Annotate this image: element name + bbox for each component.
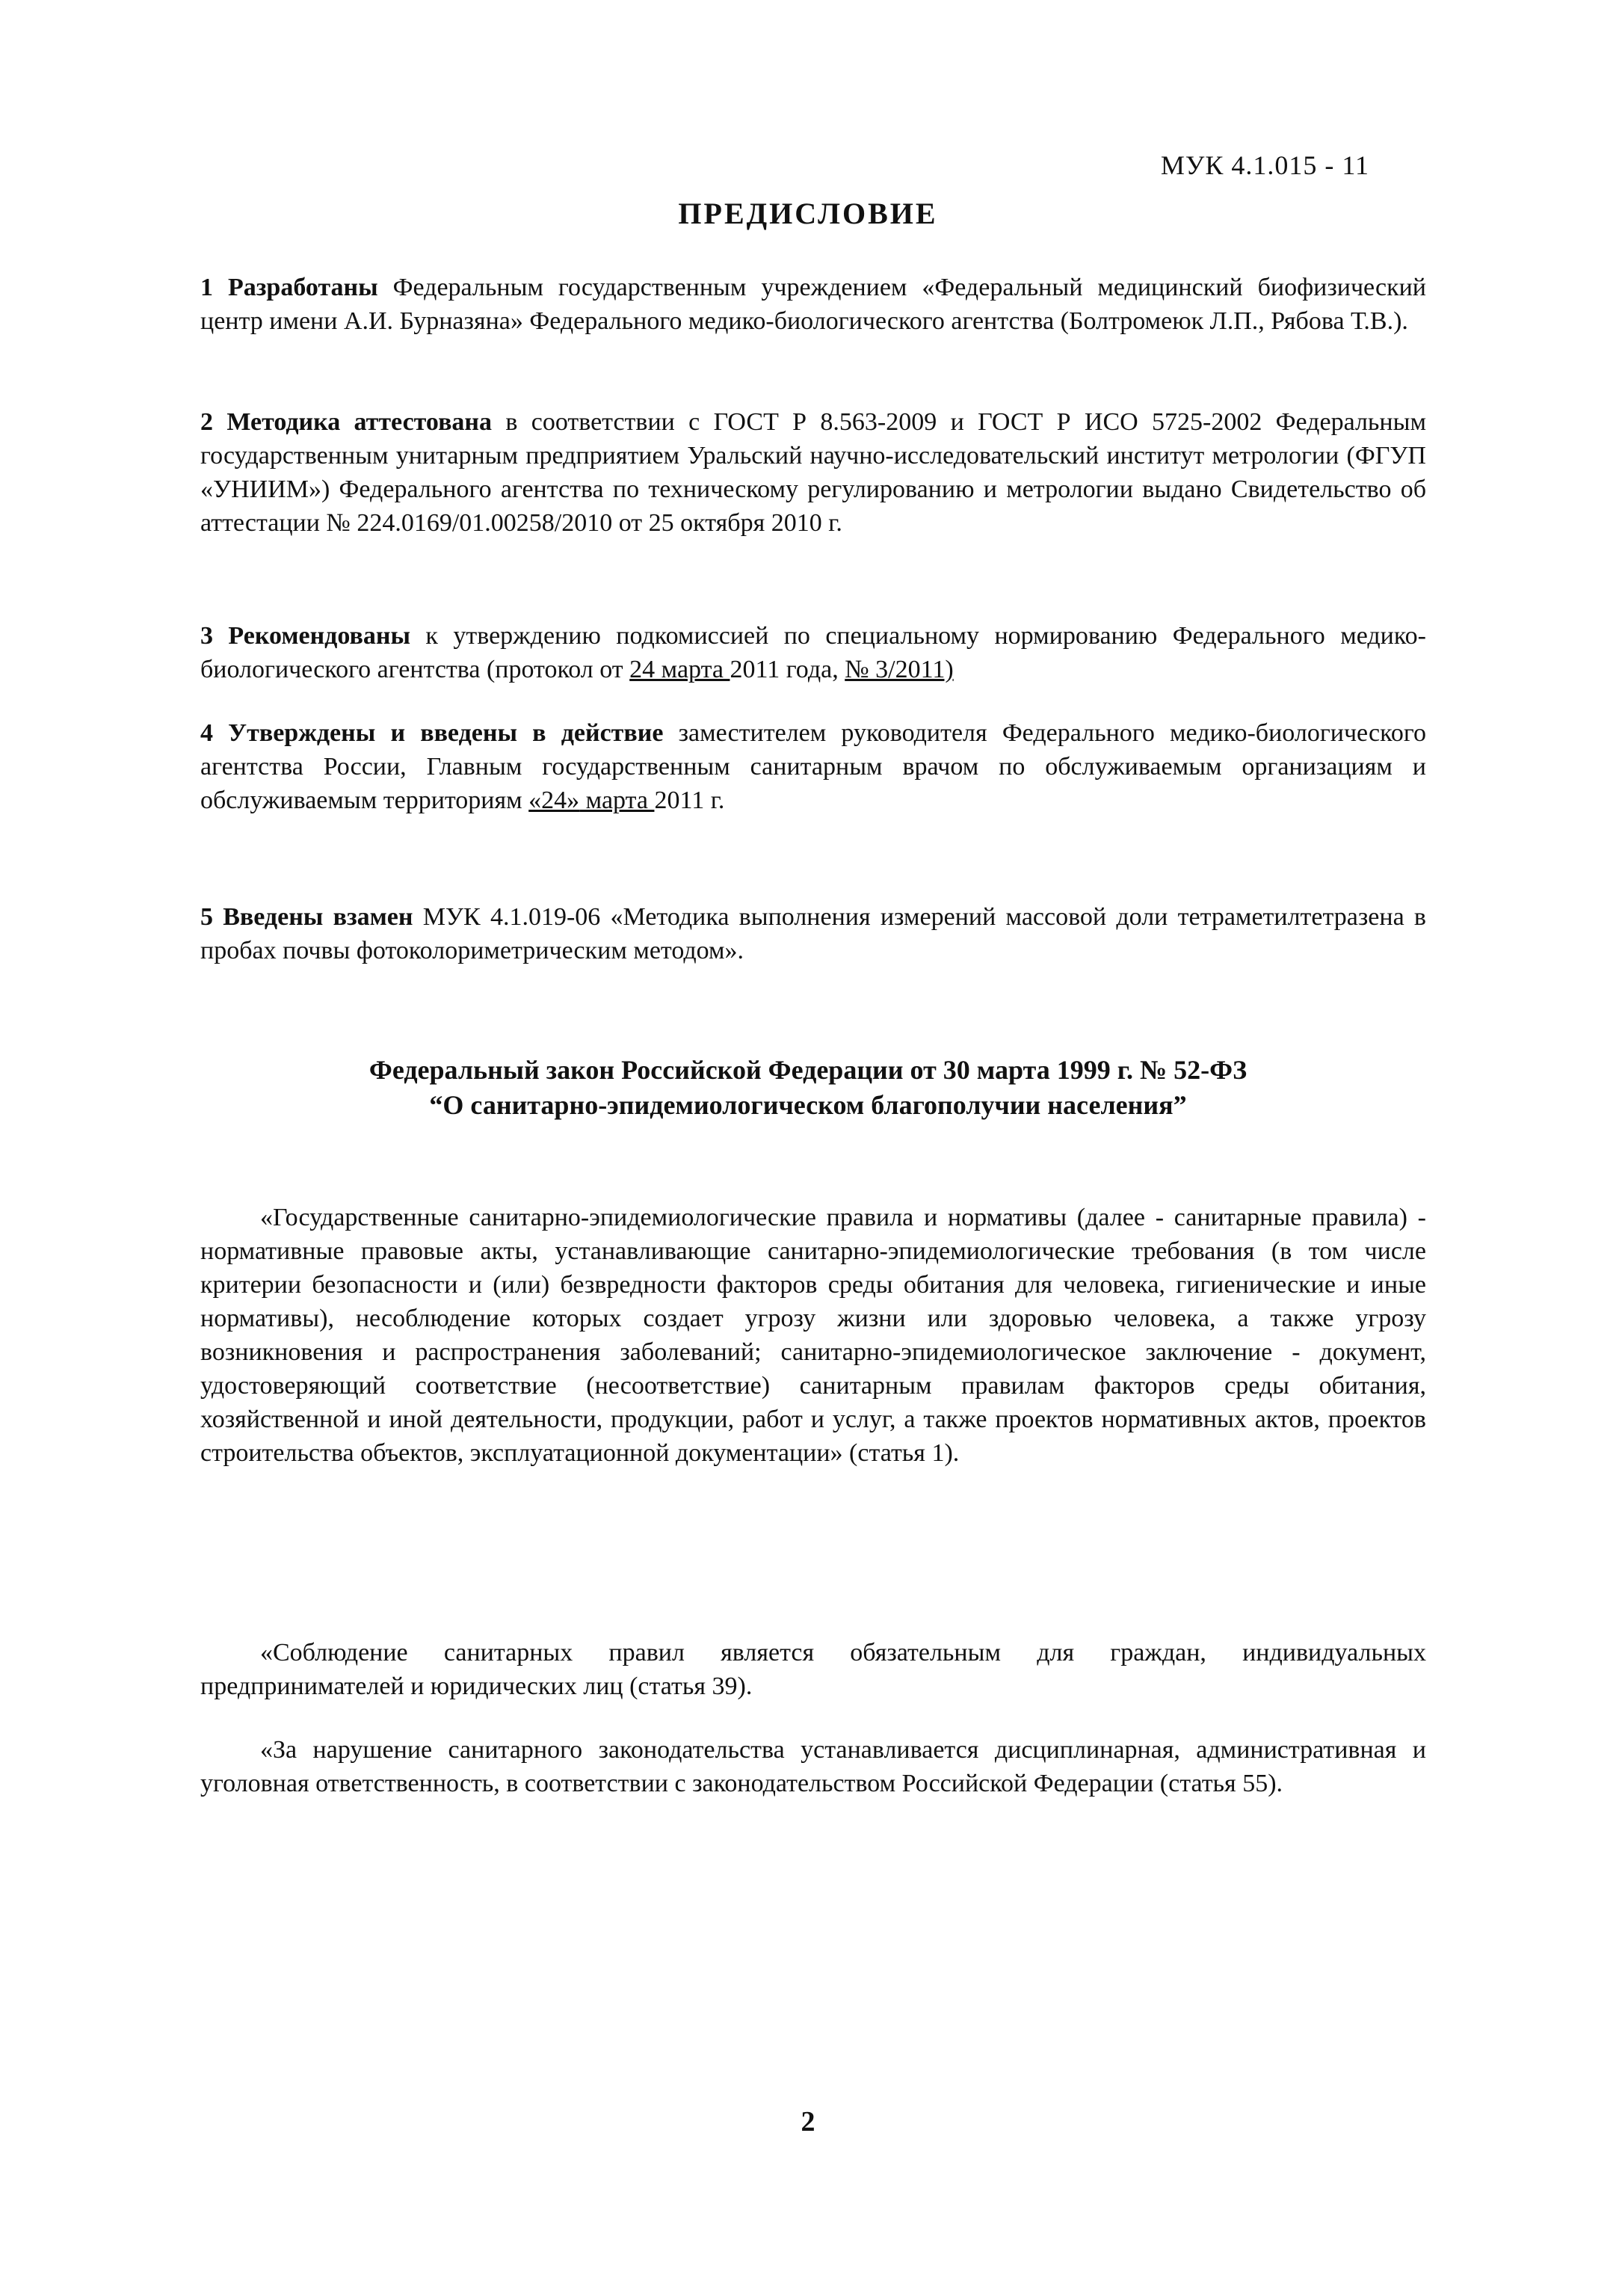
foreword-item-3 [200, 619, 1426, 686]
law-quote-1: «Государственные санитарно-эпидемиологические правила и нормативы (далее - санитарные правила) - нормативные правовые акты, устанавливающие санитарно-эпидемиологические требования (в том числе критерии безопасности и (или) безвредности факторов среды обитания для человека, гигиенические и иные нормативы), несоблюдение которых создает угрозу жизни или здоровью человека, а также угрозу возникновения и распространения заболеваний; санитарно-эпидемиологическое заключение - документ, удостоверяющий соответствие (несоответствие) санитарным правилам факторов среды обитания, хозяйственной и иной деятельности, продукции, работ и услуг, а также проектов нормативных актов, проектов строительства объектов, эксплуатационной документации» (статья 1). [200, 1204, 1426, 1467]
page-title: ПРЕДИСЛОВИЕ [678, 197, 938, 230]
foreword-item-4-text-b: 2011 г. [654, 787, 725, 814]
foreword-item-1-lead: 1 Разработаны [200, 274, 378, 301]
law-heading [0, 1053, 1616, 1123]
foreword-item-1-text: Федеральным государственным учреждением «Федеральный медицинский биофизический центр имени А.И. Бурназяна» Федерального медико-биологического агентства (Болтромеюк Л.П., Рябова Т.В.). [200, 274, 1426, 335]
foreword-item-2-lead: 2 Методика аттестована [200, 408, 493, 436]
document-code: МУК 4.1.015 - 11 [1160, 150, 1369, 180]
foreword-item-4-date-month: марта [579, 787, 655, 814]
foreword-item-3-text-a: к утверждению подкомиссией по специальному нормированию Федерального медико-биологического агентства (протокол от [200, 622, 1426, 683]
foreword-item-3-text-b: 2011 года, [730, 656, 845, 683]
foreword-item-3-lead: 3 Рекомендованы [200, 622, 411, 650]
foreword-item-5-lead: 5 Введены взамен [200, 903, 413, 931]
foreword-item-3-date: 24 марта [629, 656, 730, 683]
law-title-line-1: Федеральный закон Российской Федерации от 30 марта 1999 г. № 52-ФЗ [368, 1055, 1248, 1085]
foreword-item-4-date-day: «24» [528, 787, 580, 814]
page-number: 2 [801, 2106, 815, 2138]
law-quote-2: «Соблюдение санитарных правил является обязательным для граждан, индивидуальных предпринимателей и юридических лиц (статья 39). [200, 1639, 1426, 1700]
foreword-item-4-text-a: заместителем руководителя Федерального медико-биологического агентства России, Главным государственным санитарным врачом по обслуживаемым организациям и обслуживаемым территориям [200, 719, 1426, 814]
foreword-item-4-lead: 4 Утверждены и введены в действие [200, 719, 664, 747]
foreword-item-3-protocol-number: № 3/2011) [845, 656, 954, 683]
foreword-item-5 [200, 900, 1426, 967]
law-quote-3: «За нарушение санитарного законодательства устанавливается дисциплинарная, административная и уголовная ответственность, в соответствии с законодательством Российской Федерации (статья 55). [200, 1736, 1426, 1797]
foreword-item-2 [200, 405, 1426, 540]
foreword-item-2-text: в соответствии с ГОСТ Р 8.563-2009 и ГОСТ Р ИСО 5725-2002 Федеральным государственным унитарным предприятием Уральский научно-исследовательский институт метрологии (ФГУП «УНИИМ») Федерального агентства по техническому регулированию и метрологии выдано Свидетельство об аттестации № 224.0169/01.00258/2010 от 25 октября 2010 г. [200, 408, 1426, 537]
foreword-item-4 [200, 716, 1426, 817]
foreword-item-1 [200, 271, 1426, 338]
foreword-item-5-text: МУК 4.1.019-06 «Методика выполнения измерений массовой доли тетраметилтетразена в пробах почвы фотоколориметрическим методом». [200, 903, 1426, 964]
law-title-line-2: “О санитарно-эпидемиологическом благополучии населения” [429, 1090, 1187, 1120]
